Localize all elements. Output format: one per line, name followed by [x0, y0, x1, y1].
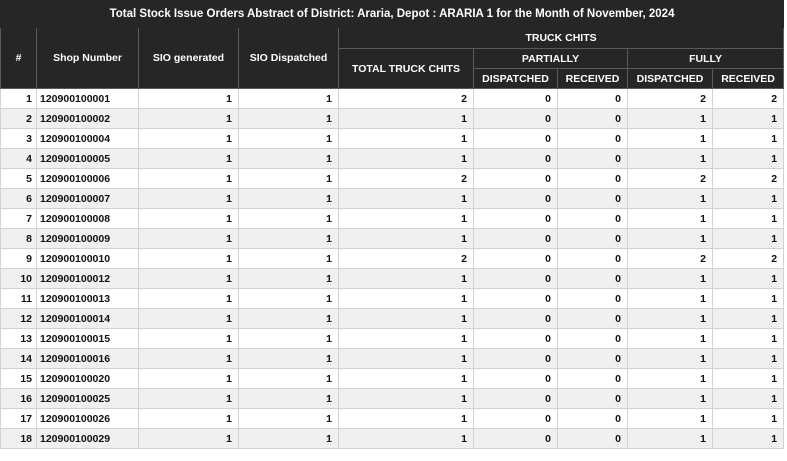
cell-sio-dispatched: 1 [239, 129, 339, 149]
cell-total-truck-chits: 2 [339, 169, 474, 189]
cell-partially-dispatched: 0 [474, 249, 558, 269]
cell-partially-dispatched: 0 [474, 269, 558, 289]
cell-sio-dispatched: 1 [239, 389, 339, 409]
table-row[interactable] [1, 409, 784, 429]
cell-partially-dispatched: 0 [474, 89, 558, 109]
cell-fully-received: 2 [713, 89, 784, 109]
cell-partially-received: 0 [558, 169, 628, 189]
cell-sio-generated: 1 [139, 209, 239, 229]
cell-index: 8 [1, 229, 37, 249]
cell-total-truck-chits: 1 [339, 409, 474, 429]
col-header-fully-dispatched[interactable]: DISPATCHED [628, 69, 713, 89]
cell-fully-received: 1 [713, 129, 784, 149]
cell-sio-dispatched: 1 [239, 189, 339, 209]
cell-total-truck-chits: 1 [339, 429, 474, 449]
group-header-truck-chits: TRUCK CHITS [339, 28, 784, 49]
cell-sio-generated: 1 [139, 229, 239, 249]
cell-fully-dispatched: 1 [628, 329, 713, 349]
table-row[interactable] [1, 269, 784, 289]
cell-partially-received: 0 [558, 349, 628, 369]
cell-partially-dispatched: 0 [474, 369, 558, 389]
cell-fully-received: 2 [713, 169, 784, 189]
cell-fully-dispatched: 1 [628, 349, 713, 369]
cell-sio-dispatched: 1 [239, 209, 339, 229]
cell-partially-dispatched: 0 [474, 209, 558, 229]
table-row[interactable] [1, 189, 784, 209]
cell-index: 7 [1, 209, 37, 229]
cell-partially-received: 0 [558, 149, 628, 169]
col-header-shop-number[interactable]: Shop Number [37, 28, 139, 89]
cell-partially-received: 0 [558, 329, 628, 349]
cell-shop-number: 120900100008 [37, 209, 139, 229]
cell-fully-received: 1 [713, 109, 784, 129]
cell-fully-received: 2 [713, 249, 784, 269]
cell-total-truck-chits: 1 [339, 329, 474, 349]
cell-shop-number: 120900100025 [37, 389, 139, 409]
cell-index: 18 [1, 429, 37, 449]
table-row[interactable] [1, 149, 784, 169]
cell-fully-received: 1 [713, 149, 784, 169]
cell-partially-received: 0 [558, 369, 628, 389]
col-header-total-truck-chits[interactable]: TOTAL TRUCK CHITS [339, 49, 474, 89]
cell-partially-received: 0 [558, 89, 628, 109]
cell-fully-received: 1 [713, 209, 784, 229]
cell-sio-dispatched: 1 [239, 169, 339, 189]
cell-index: 3 [1, 129, 37, 149]
cell-total-truck-chits: 1 [339, 369, 474, 389]
table-row[interactable] [1, 229, 784, 249]
cell-sio-generated: 1 [139, 309, 239, 329]
cell-index: 9 [1, 249, 37, 269]
cell-partially-received: 0 [558, 109, 628, 129]
cell-sio-generated: 1 [139, 149, 239, 169]
cell-partially-dispatched: 0 [474, 289, 558, 309]
cell-partially-dispatched: 0 [474, 349, 558, 369]
cell-fully-dispatched: 1 [628, 309, 713, 329]
cell-sio-generated: 1 [139, 109, 239, 129]
cell-total-truck-chits: 1 [339, 389, 474, 409]
cell-fully-dispatched: 1 [628, 109, 713, 129]
cell-fully-dispatched: 1 [628, 409, 713, 429]
cell-shop-number: 120900100015 [37, 329, 139, 349]
cell-shop-number: 120900100026 [37, 409, 139, 429]
cell-total-truck-chits: 1 [339, 129, 474, 149]
cell-partially-received: 0 [558, 309, 628, 329]
cell-fully-dispatched: 1 [628, 269, 713, 289]
cell-partially-received: 0 [558, 249, 628, 269]
table-row[interactable] [1, 169, 784, 189]
cell-index: 17 [1, 409, 37, 429]
cell-sio-generated: 1 [139, 389, 239, 409]
cell-fully-dispatched: 2 [628, 169, 713, 189]
cell-sio-dispatched: 1 [239, 349, 339, 369]
table-row[interactable] [1, 129, 784, 149]
cell-fully-received: 1 [713, 189, 784, 209]
cell-sio-dispatched: 1 [239, 149, 339, 169]
cell-index: 13 [1, 329, 37, 349]
col-header-partially-dispatched[interactable]: DISPATCHED [474, 69, 558, 89]
cell-partially-dispatched: 0 [474, 149, 558, 169]
cell-sio-generated: 1 [139, 189, 239, 209]
cell-shop-number: 120900100010 [37, 249, 139, 269]
cell-shop-number: 120900100009 [37, 229, 139, 249]
cell-sio-dispatched: 1 [239, 369, 339, 389]
cell-shop-number: 120900100002 [37, 109, 139, 129]
cell-partially-dispatched: 0 [474, 329, 558, 349]
cell-total-truck-chits: 1 [339, 269, 474, 289]
group-header-fully: FULLY [628, 49, 784, 69]
col-header-sio-dispatched[interactable]: SIO Dispatched [239, 28, 339, 89]
cell-sio-generated: 1 [139, 89, 239, 109]
cell-sio-dispatched: 1 [239, 269, 339, 289]
cell-fully-received: 1 [713, 409, 784, 429]
table-row[interactable] [1, 349, 784, 369]
cell-total-truck-chits: 2 [339, 249, 474, 269]
cell-sio-generated: 1 [139, 409, 239, 429]
table-row[interactable] [1, 249, 784, 269]
cell-shop-number: 120900100006 [37, 169, 139, 189]
cell-partially-received: 0 [558, 409, 628, 429]
cell-fully-received: 1 [713, 269, 784, 289]
cell-fully-dispatched: 1 [628, 389, 713, 409]
cell-index: 4 [1, 149, 37, 169]
table-row[interactable] [1, 369, 784, 389]
cell-index: 16 [1, 389, 37, 409]
cell-fully-dispatched: 1 [628, 369, 713, 389]
cell-partially-dispatched: 0 [474, 389, 558, 409]
cell-fully-received: 1 [713, 369, 784, 389]
table-row[interactable] [1, 209, 784, 229]
cell-fully-dispatched: 2 [628, 89, 713, 109]
cell-index: 14 [1, 349, 37, 369]
cell-fully-received: 1 [713, 289, 784, 309]
table-row[interactable] [1, 289, 784, 309]
cell-partially-dispatched: 0 [474, 189, 558, 209]
cell-sio-generated: 1 [139, 169, 239, 189]
cell-sio-generated: 1 [139, 369, 239, 389]
cell-total-truck-chits: 1 [339, 349, 474, 369]
group-header-partially: PARTIALLY [474, 49, 628, 69]
cell-partially-received: 0 [558, 129, 628, 149]
cell-shop-number: 120900100014 [37, 309, 139, 329]
cell-partially-dispatched: 0 [474, 429, 558, 449]
cell-index: 1 [1, 89, 37, 109]
cell-sio-dispatched: 1 [239, 409, 339, 429]
table-row[interactable] [1, 389, 784, 409]
cell-index: 15 [1, 369, 37, 389]
cell-sio-dispatched: 1 [239, 109, 339, 129]
cell-total-truck-chits: 1 [339, 209, 474, 229]
cell-index: 12 [1, 309, 37, 329]
cell-partially-dispatched: 0 [474, 409, 558, 429]
cell-sio-generated: 1 [139, 249, 239, 269]
cell-partially-dispatched: 0 [474, 109, 558, 129]
cell-partially-dispatched: 0 [474, 169, 558, 189]
cell-sio-generated: 1 [139, 429, 239, 449]
table-row[interactable] [1, 89, 784, 109]
cell-fully-dispatched: 2 [628, 249, 713, 269]
cell-index: 5 [1, 169, 37, 189]
table-body [1, 89, 784, 449]
cell-partially-dispatched: 0 [474, 129, 558, 149]
table-row[interactable] [1, 109, 784, 129]
cell-shop-number: 120900100013 [37, 289, 139, 309]
cell-total-truck-chits: 1 [339, 109, 474, 129]
cell-fully-dispatched: 1 [628, 209, 713, 229]
table-row[interactable] [1, 329, 784, 349]
cell-total-truck-chits: 1 [339, 289, 474, 309]
cell-total-truck-chits: 1 [339, 309, 474, 329]
col-header-partially-received[interactable]: RECEIVED [558, 69, 628, 89]
cell-sio-generated: 1 [139, 329, 239, 349]
cell-fully-received: 1 [713, 229, 784, 249]
cell-sio-dispatched: 1 [239, 289, 339, 309]
cell-total-truck-chits: 1 [339, 189, 474, 209]
cell-fully-dispatched: 1 [628, 189, 713, 209]
cell-shop-number: 120900100007 [37, 189, 139, 209]
cell-partially-received: 0 [558, 189, 628, 209]
cell-fully-received: 1 [713, 429, 784, 449]
col-header-index[interactable]: # [1, 28, 37, 89]
cell-shop-number: 120900100005 [37, 149, 139, 169]
cell-total-truck-chits: 1 [339, 229, 474, 249]
cell-sio-generated: 1 [139, 269, 239, 289]
cell-fully-received: 1 [713, 349, 784, 369]
cell-shop-number: 120900100001 [37, 89, 139, 109]
cell-partially-received: 0 [558, 269, 628, 289]
report-title: Total Stock Issue Orders Abstract of District: Araria, Depot : ARARIA 1 for the Month of November, 2024 [1, 1, 784, 28]
col-header-sio-generated[interactable]: SIO generated [139, 28, 239, 89]
cell-shop-number: 120900100004 [37, 129, 139, 149]
cell-sio-dispatched: 1 [239, 309, 339, 329]
cell-index: 2 [1, 109, 37, 129]
cell-total-truck-chits: 1 [339, 149, 474, 169]
cell-partially-dispatched: 0 [474, 229, 558, 249]
cell-index: 6 [1, 189, 37, 209]
cell-sio-dispatched: 1 [239, 429, 339, 449]
cell-sio-dispatched: 1 [239, 329, 339, 349]
col-header-fully-received[interactable]: RECEIVED [713, 69, 784, 89]
cell-partially-received: 0 [558, 289, 628, 309]
cell-shop-number: 120900100016 [37, 349, 139, 369]
cell-partially-received: 0 [558, 209, 628, 229]
cell-fully-received: 1 [713, 389, 784, 409]
cell-total-truck-chits: 2 [339, 89, 474, 109]
cell-partially-dispatched: 0 [474, 309, 558, 329]
cell-fully-dispatched: 1 [628, 229, 713, 249]
cell-sio-generated: 1 [139, 129, 239, 149]
cell-fully-received: 1 [713, 329, 784, 349]
cell-sio-dispatched: 1 [239, 89, 339, 109]
cell-shop-number: 120900100029 [37, 429, 139, 449]
table-row[interactable] [1, 309, 784, 329]
cell-partially-received: 0 [558, 429, 628, 449]
cell-sio-generated: 1 [139, 349, 239, 369]
cell-fully-dispatched: 1 [628, 289, 713, 309]
cell-fully-received: 1 [713, 309, 784, 329]
cell-fully-dispatched: 1 [628, 149, 713, 169]
cell-index: 11 [1, 289, 37, 309]
cell-fully-dispatched: 1 [628, 129, 713, 149]
cell-fully-dispatched: 1 [628, 429, 713, 449]
cell-sio-dispatched: 1 [239, 229, 339, 249]
cell-index: 10 [1, 269, 37, 289]
cell-shop-number: 120900100020 [37, 369, 139, 389]
cell-sio-dispatched: 1 [239, 249, 339, 269]
cell-sio-generated: 1 [139, 289, 239, 309]
cell-partially-received: 0 [558, 229, 628, 249]
cell-shop-number: 120900100012 [37, 269, 139, 289]
table-row[interactable] [1, 429, 784, 449]
cell-partially-received: 0 [558, 389, 628, 409]
